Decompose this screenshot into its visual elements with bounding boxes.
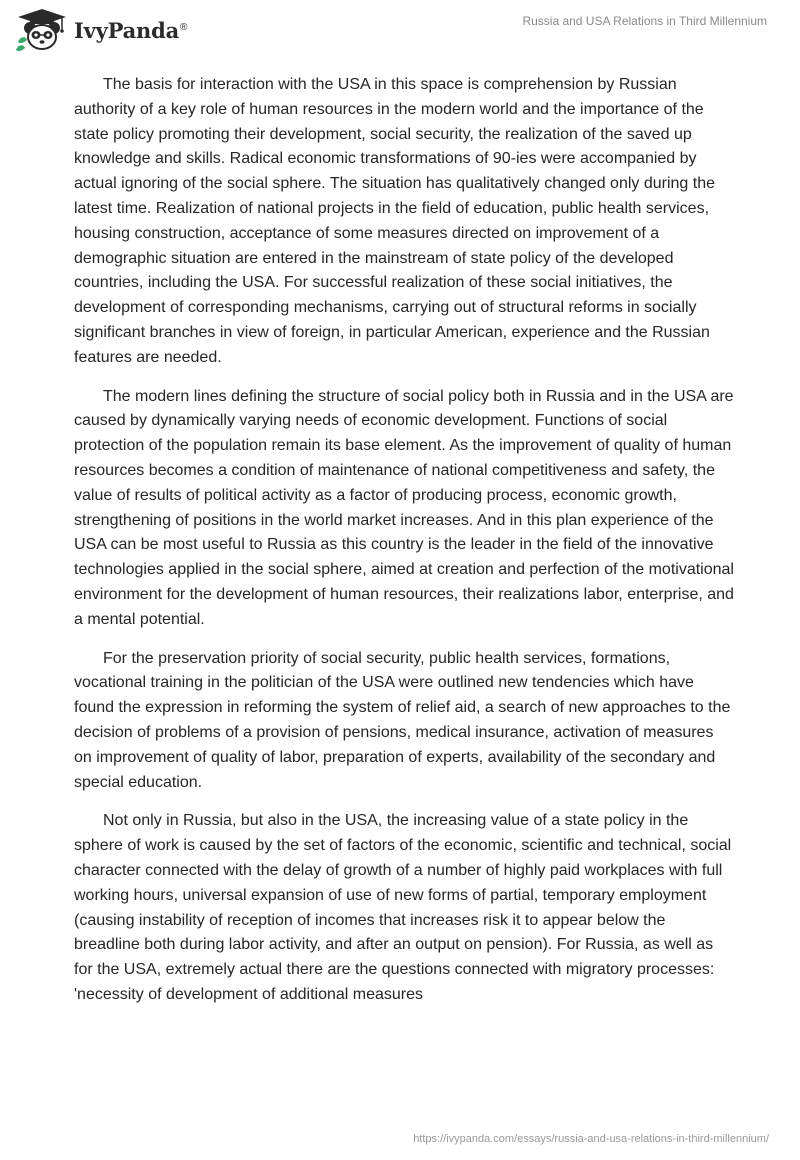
brand-name: IvyPanda® [74, 17, 188, 43]
paragraph: For the preservation priority of social security, public health services, formations, vocational training in the politician of the USA were outlined new tendencies which have found the expression in reforming the system of relief aid, a search of new approaches to the decision of problems of a provision of pensions, medical insurance, activation of measures on improvement of quality of labor, preparation of experts, availability of the secondary and special education. [74, 649, 731, 791]
document-title: Russia and USA Relations in Third Millennium [522, 14, 767, 28]
ivypanda-logo[interactable] [14, 8, 187, 52]
panda-graduate-icon [14, 8, 70, 52]
source-url[interactable]: https://ivypanda.com/essays/russia-and-usa-relations-in-third-millennium/ [413, 1133, 769, 1145]
paragraph: Not only in Russia, but also in the USA, the increasing value of a state policy in the sphere of work is caused by the set of factors of the economic, scientific and technical, social character connected with the delay of growth of a number of highly paid workplaces with full working hours, universal expansion of use of new forms of partial, temporary employment (causing instability of reception of incomes that increases risk it to appear below the breadline both during labor activity, and after an output on pension). For Russia, as well as for the USA, extremely actual there are the questions connected with migratory processes: 'necessity of development of additional measures [74, 812, 732, 1003]
essay-body [74, 73, 734, 1022]
page-header [0, 0, 800, 70]
paragraph: The modern lines defining the structure of social policy both in Russia and in the USA are caused by dynamically varying needs of economic development. Functions of social protection of the population remain its base element. As the improvement of quality of human resources becomes a condition of maintenance of national competitiveness and safety, the value of results of political activity as a factor of producing process, economic growth, strengthening of positions in the world market increases. And in this plan experience of the USA can be most useful to Russia as this country is the leader in the field of the innovative technologies applied in the social sphere, aimed at creation and perfection of the motivational environment for the development of human resources, their realizations labor, enterprise, and a mental potential. [74, 387, 734, 628]
paragraph: The basis for interaction with the USA in this space is comprehension by Russian authority of a key role of human resources in the modern world and the importance of the state policy promoting their development, social security, the realization of the saved up knowledge and skills. Radical economic transformations of 90-ies were accompanied by actual ignoring of the social sphere. The situation has qualitatively changed only during the latest time. Realization of national projects in the field of education, public health services, housing construction, acceptance of some measures directed on improvement of a demographic situation are entered in the mainstream of state policy of the developed countries, including the USA. For successful realization of these social initiatives, the development of corresponding mechanisms, carrying out of structural reforms in socially significant branches in view of foreign, in particular American, experience and the Russian features are needed. [74, 76, 716, 366]
